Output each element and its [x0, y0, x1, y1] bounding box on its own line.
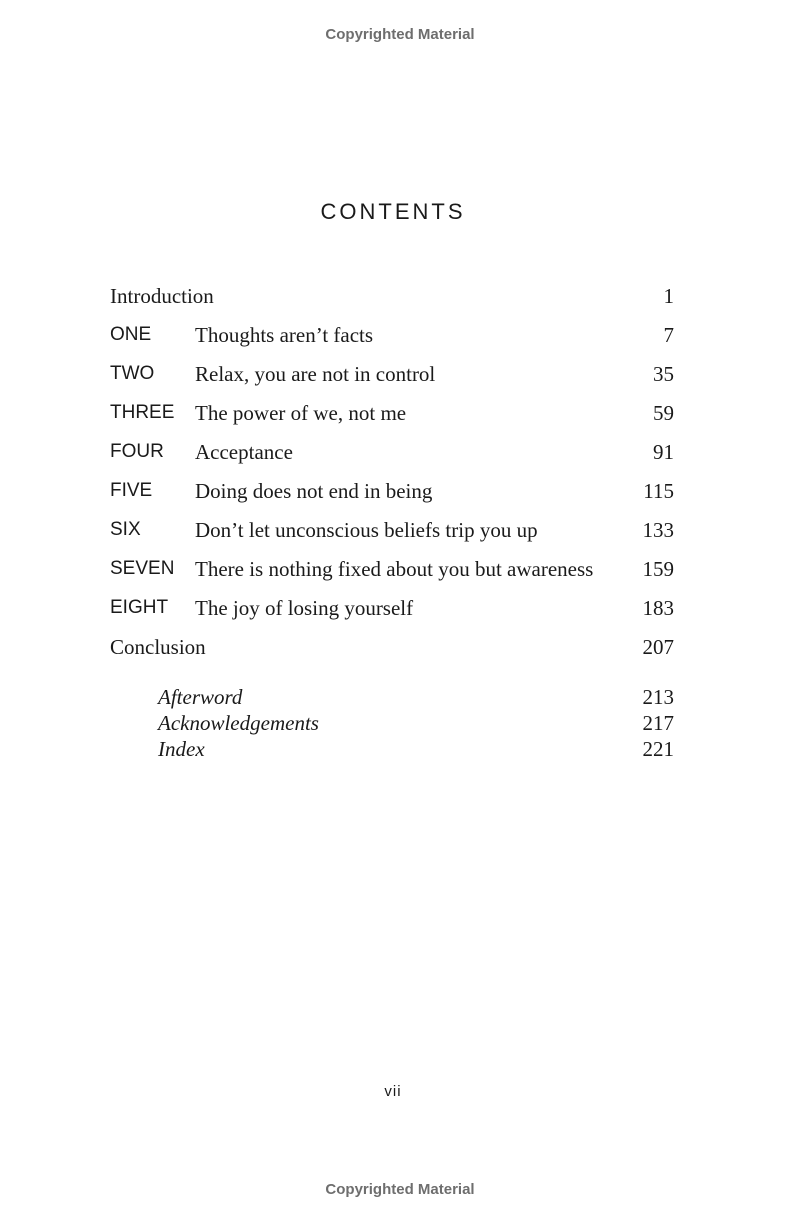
contents-title: CONTENTS	[320, 199, 466, 224]
chapter-number: SIX	[110, 519, 141, 540]
chapter-page: 91	[653, 440, 674, 464]
chapter-page: 159	[642, 557, 674, 581]
toc-entry-chapter-five[interactable]	[110, 474, 674, 513]
back-matter-index[interactable]	[158, 736, 674, 762]
chapter-title: The power of we, not me	[195, 401, 407, 425]
chapter-page: 59	[653, 401, 674, 425]
page-number: vii	[384, 1083, 402, 1100]
toc-entry-chapter-three[interactable]	[110, 396, 674, 435]
chapter-title: Don’t let unconscious beliefs trip you up	[195, 518, 538, 542]
chapter-number: TWO	[110, 363, 155, 384]
copyright-watermark-top: Copyrighted Material	[325, 26, 475, 43]
back-matter-acknowledgements[interactable]	[158, 710, 674, 736]
chapter-title: Doing does not end in being	[195, 479, 433, 503]
copyright-watermark-bottom: Copyrighted Material	[325, 1181, 475, 1198]
back-matter-page: 221	[642, 737, 674, 761]
back-matter-list	[158, 684, 674, 762]
table-of-contents	[110, 279, 674, 669]
chapter-page: 183	[642, 596, 674, 620]
chapter-page: 35	[653, 362, 674, 386]
chapter-number: SEVEN	[110, 558, 175, 579]
entry-page: 207	[642, 635, 674, 659]
back-matter-page: 213	[642, 685, 674, 709]
toc-entry-chapter-four[interactable]	[110, 435, 674, 474]
chapter-number: FIVE	[110, 480, 153, 501]
chapter-title: Acceptance	[195, 440, 293, 464]
back-matter-title: Afterword	[158, 685, 243, 709]
chapter-title: Thoughts aren’t facts	[195, 323, 374, 347]
chapter-title: Relax, you are not in control	[195, 362, 436, 386]
toc-entry-chapter-eight[interactable]	[110, 591, 674, 630]
chapter-number: ONE	[110, 324, 152, 345]
chapter-number: EIGHT	[110, 597, 169, 618]
toc-entry-chapter-six[interactable]	[110, 513, 674, 552]
back-matter-title: Acknowledgements	[158, 711, 319, 735]
chapter-title: There is nothing fixed about you but awareness	[195, 557, 594, 581]
chapter-page: 7	[663, 323, 674, 347]
toc-entry-chapter-two[interactable]	[110, 357, 674, 396]
entry-title: Conclusion	[110, 635, 206, 659]
chapter-number: THREE	[110, 402, 175, 423]
back-matter-afterword[interactable]	[158, 684, 674, 710]
back-matter-page: 217	[642, 711, 674, 735]
chapter-page: 115	[643, 479, 674, 503]
chapter-number: FOUR	[110, 441, 164, 462]
entry-page: 1	[663, 284, 674, 308]
chapter-page: 133	[642, 518, 674, 542]
back-matter-title: Index	[158, 737, 205, 761]
chapter-title: The joy of losing yourself	[195, 596, 414, 620]
toc-entry-conclusion[interactable]	[110, 630, 674, 669]
toc-entry-introduction[interactable]	[110, 279, 674, 318]
toc-entry-chapter-seven[interactable]	[110, 552, 674, 591]
entry-title: Introduction	[110, 284, 214, 308]
toc-entry-chapter-one[interactable]	[110, 318, 674, 357]
